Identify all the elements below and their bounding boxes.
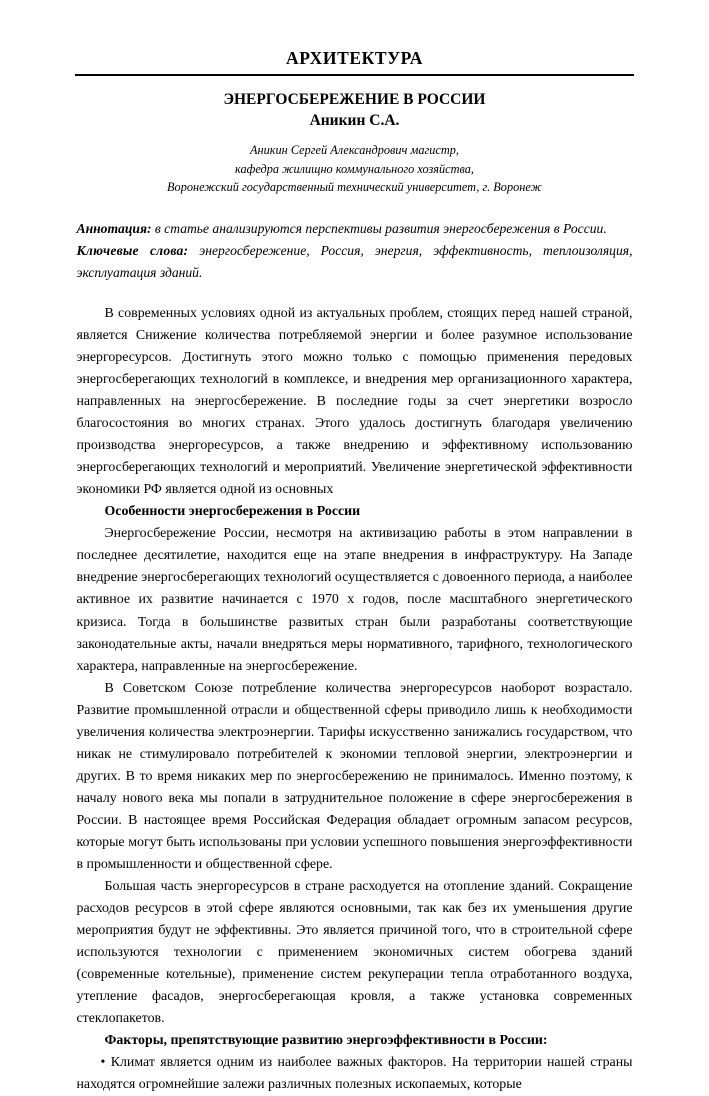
article-body: [77, 218, 633, 1096]
article-header: [0, 90, 709, 197]
body-paragraph: В Советском Союзе потребление количества энергоресурсов наоборот возрастало. Развитие промышленной отрасли и общественной сферы приводило лишь к необходимости увеличения количества электроэнергии. Тарифы искусственно занижались государством, что никак не стимулировало потребителей к экономии тепловой энергии, электроэнергии и других. В то время никаких мер по энергосбережению не принималось. Именно поэтому, к началу нового века мы попали в затруднительное положение в сфере энергосбережения в России. В настоящее время Российская Федерация обладает огромным запасом ресурсов, которые могут быть использованы при условии успешного повышения энергоэффективности в промышленности и общественной сфере.: [76, 680, 633, 872]
annotation-paragraph: [77, 218, 633, 240]
paragraph-list: [77, 303, 633, 1096]
article-title: ЭНЕРГОСБЕРЕЖЕНИЕ В РОССИИ: [223, 91, 486, 109]
body-paragraph: В современных условиях одной из актуальных проблем, стоящих перед нашей страной, является Снижение количества потребляемой энергии и более разумное использование энергоресурсов. Достигнуть этого можно только с помощью применения передовых энергосберегающих технологий в комплексе, и внедрения мер организационного характера, направленных на энергосбережение. В последние годы за счет энергетики возросло благосостояния во многих странах. Этого удалось достигнуть благодаря увеличению производства энергоресурсов, а также внедрению и эффективному использованию энергосберегающих технологий и мероприятий. Увеличение энергетической эффективности экономики РФ является одной из основных: [76, 306, 633, 498]
bullet-paragraph: [77, 1052, 633, 1096]
bullet-text: Климат является одним из наиболее важных факторов. На территории нашей страны находятся огромнейшие залежи различных полезных ископаемых, которые: [76, 1055, 633, 1093]
masthead: [0, 0, 709, 76]
affiliation-line-2: кафедра жилищно коммунального хозяйства,: [235, 161, 474, 176]
annotation-text: в статье анализируются перспективы развития энергосбережения в России.: [151, 221, 607, 237]
section-subheading: Особенности энергосбережения в России: [104, 504, 361, 520]
annotation-label: Аннотация:: [76, 221, 152, 237]
keywords-label: Ключевые слова:: [76, 243, 189, 259]
keywords-paragraph: [77, 240, 633, 284]
author-affiliation: [0, 141, 709, 197]
journal-section-title: АРХИТЕКТУРА: [286, 48, 423, 68]
keywords-text: энергосбережение, Россия, энергия, эффективность, теплоизоляция, эксплуатация зданий.: [76, 243, 633, 281]
bullet-point-icon: •: [100, 1055, 106, 1071]
body-paragraph: Большая часть энергоресурсов в стране расходуется на отопление зданий. Сокращение расходов ресурсов в этой сфере являются основными, так как без их уменьшения другие мероприятия будут не эффективны. Это является причиной того, что в строительной сфере используются технологии с применением экономичных систем обогрева зданий (современные котельные), применение систем рекуперации тепла отработанного воздуха, утепление фасадов, энергосберегающая кровля, а также установка современных стеклопакетов.: [76, 878, 633, 1027]
masthead-divider: [75, 74, 634, 76]
body-paragraph: Энергосбережение России, несмотря на активизацию работы в этом направлении в последнее десятилетие, находится еще на этапе внедрения в инфраструктуру. На Западе внедрение энергосберегающих технологий осуществляется с довоенного периода, а наиболее активное их развитие начинается с 1970 х годов, после масштабного энергетического кризиса. Тогда в большинстве развитых стран были разработаны соответствующие законодательные акты, начали внедряться меры нормативного, тарифного, технологического характера, направленные на энергосбережение.: [76, 526, 633, 674]
article-author-short: Аникин С.А.: [309, 112, 400, 130]
section-subheading: Факторы, препятствующие развитию энергоэффективности в России:: [104, 1033, 548, 1049]
affiliation-line-1: Аникин Сергей Александрович магистр,: [250, 142, 459, 157]
abstract-section: [77, 218, 633, 284]
affiliation-line-3: Воронежский государственный технический университет, г. Воронеж: [167, 180, 542, 195]
